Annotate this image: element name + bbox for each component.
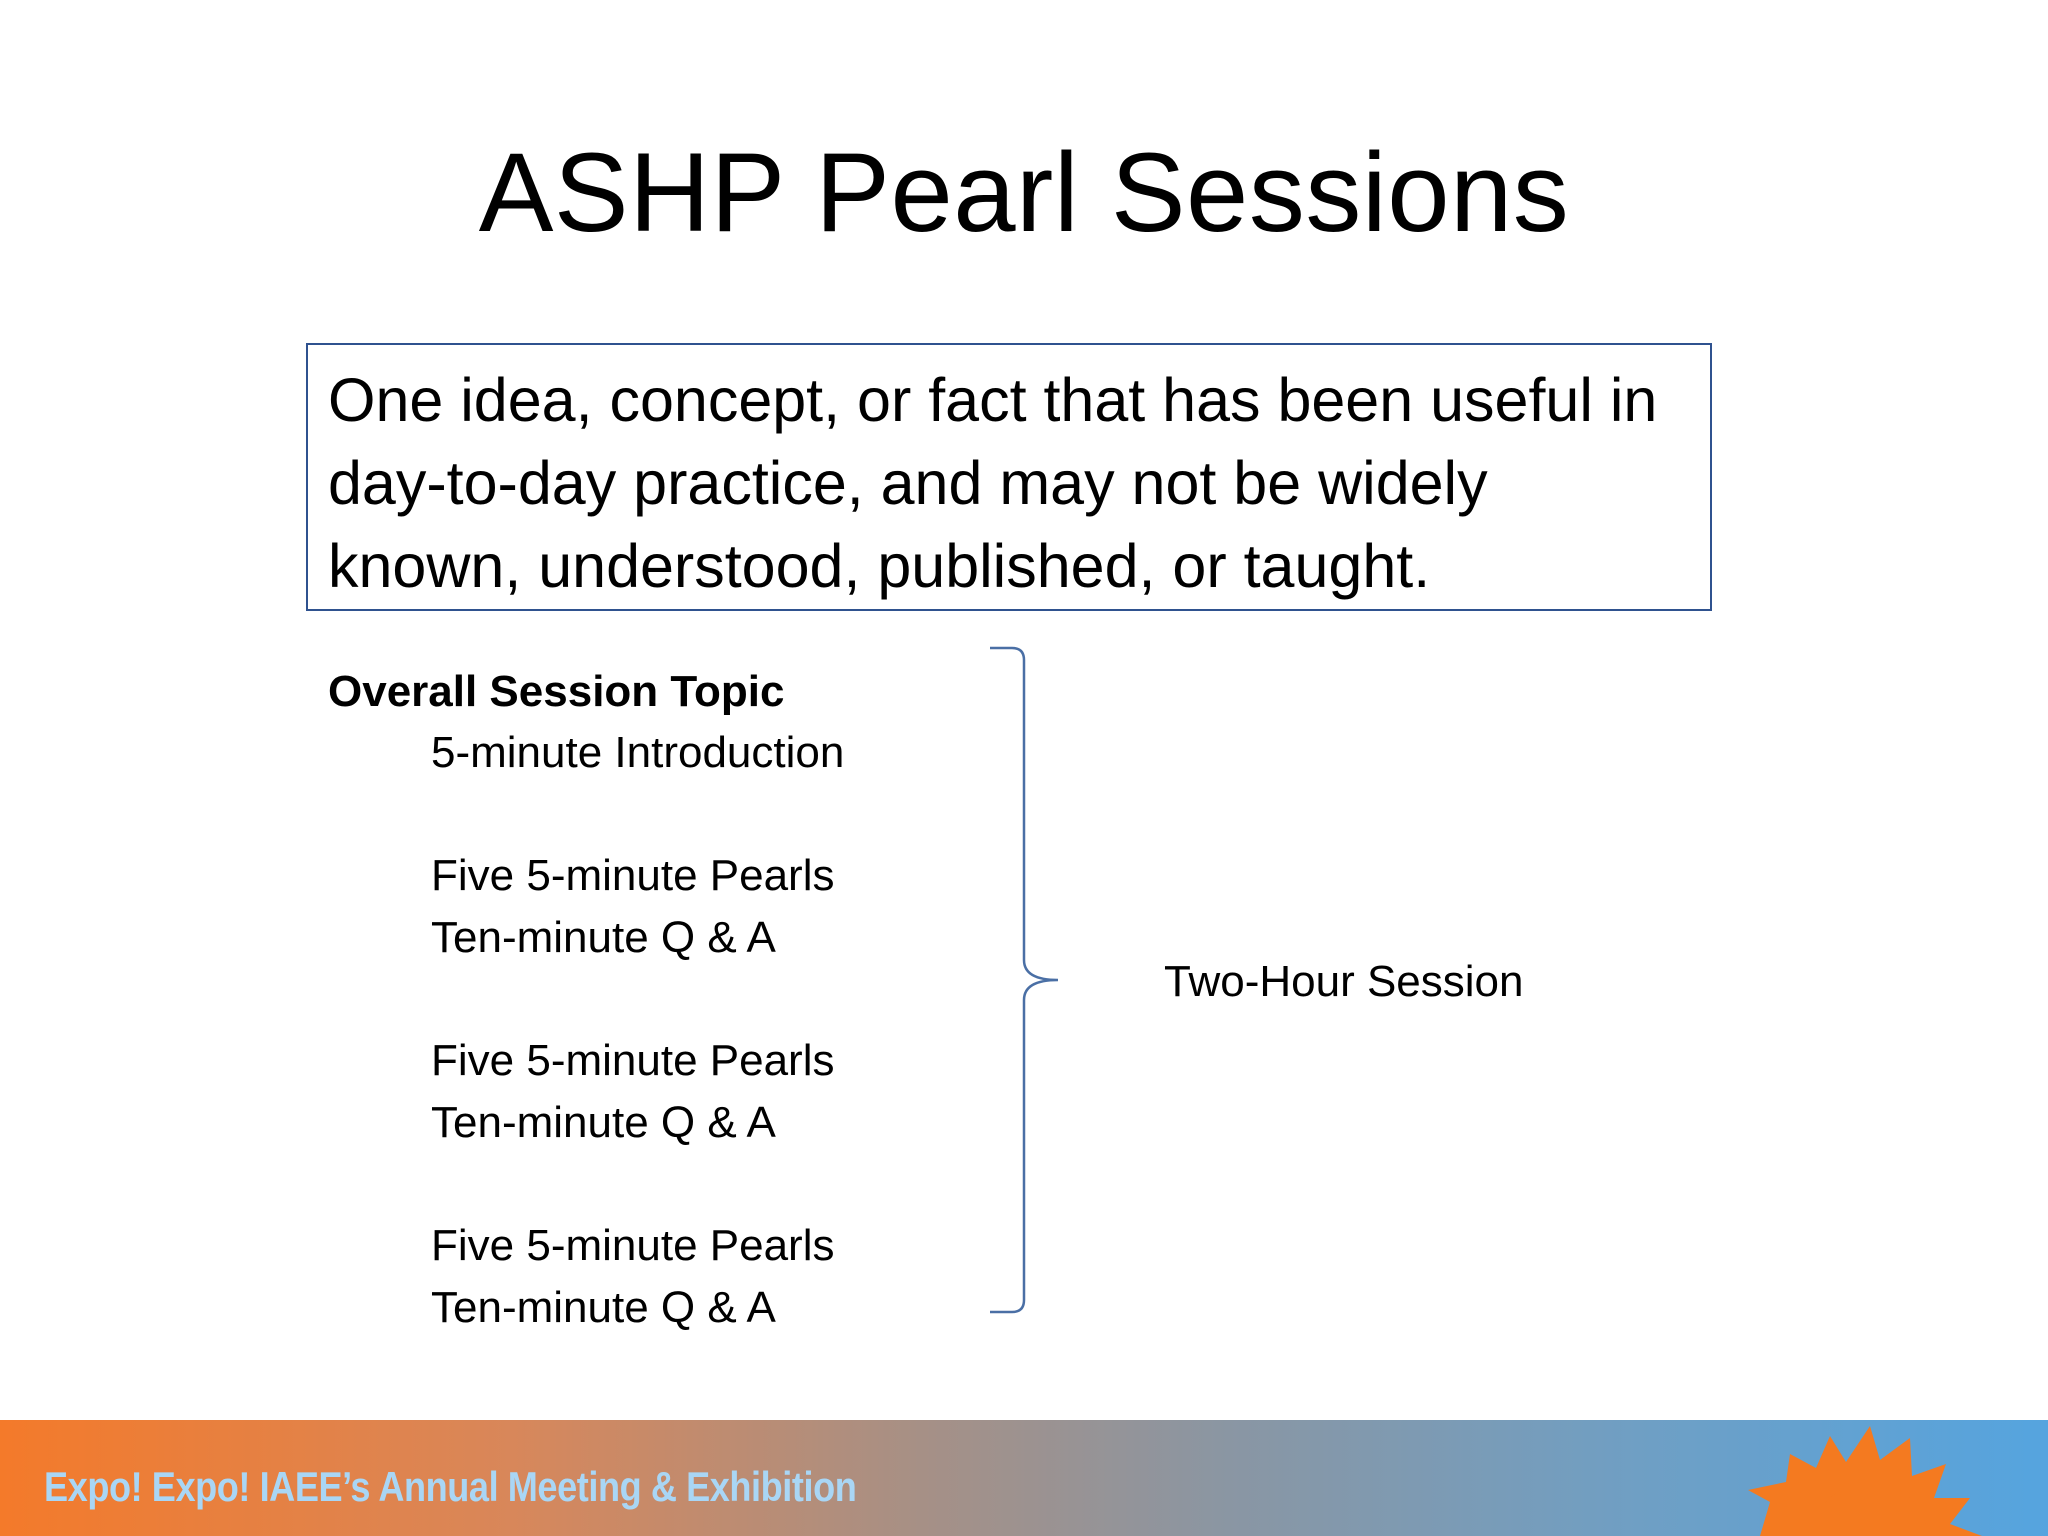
definition-text: One idea, concept, or fact that has been useful in day-to-day practice, and may not be widely known, understood, published, or taught.: [328, 366, 1658, 600]
agenda-pearls-3: Five 5-minute Pearls: [431, 1221, 835, 1270]
right-brace: [980, 640, 1080, 1320]
agenda-spacer: [328, 969, 1028, 1030]
agenda-qa-2: Ten-minute Q & A: [431, 1098, 776, 1147]
agenda-heading: Overall Session Topic: [328, 667, 785, 716]
slide-title: ASHP Pearl Sessions: [478, 130, 1570, 255]
agenda-qa-3: Ten-minute Q & A: [431, 1283, 776, 1332]
footer-banner: [0, 1420, 2048, 1536]
agenda-spacer: [328, 1154, 1028, 1215]
footer-text: Expo! Expo! IAEE’s Annual Meeting & Exhibition: [44, 1463, 857, 1510]
agenda-pearls-1: Five 5-minute Pearls: [431, 851, 835, 900]
agenda-spacer: [328, 784, 1028, 845]
definition-box: [306, 343, 1712, 611]
right-brace-path: [990, 648, 1058, 1312]
agenda-qa-1: Ten-minute Q & A: [431, 913, 776, 962]
two-hour-session-label: Two-Hour Session: [1164, 957, 1524, 1006]
sun-logo-icon: [1720, 1420, 2048, 1536]
agenda-intro: 5-minute Introduction: [431, 728, 845, 777]
agenda-pearls-2: Five 5-minute Pearls: [431, 1036, 835, 1085]
session-agenda: [328, 662, 1028, 1339]
